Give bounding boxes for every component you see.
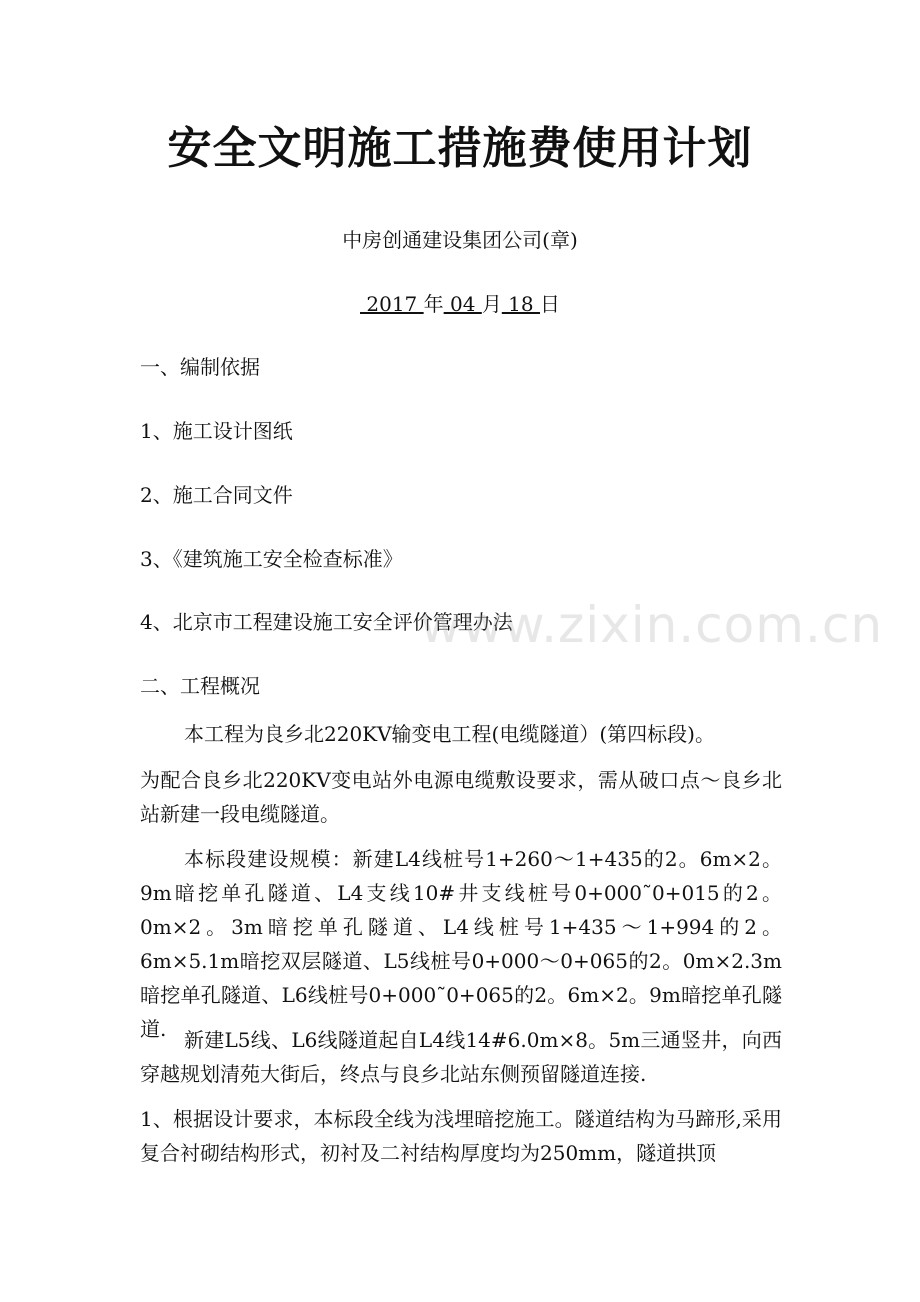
basis-item: 1、施工设计图纸 bbox=[140, 419, 293, 443]
section-heading-basis: 一、编制依据 bbox=[140, 355, 260, 379]
overview-paragraph-4: 新建L5线、L6线隧道起自L4线14#6.0m×8。5m三通竖井，向西穿越规划清苑大街后，终点与良乡北站东侧预留隧道连接. bbox=[140, 1028, 782, 1086]
overview-paragraph-3: 本标段建设规模：新建L4线桩号1+260～1+435的2。6m×2。9m暗挖单孔隧道、L4支线10#井支线桩号0+000˜0+015的2。0m×2。3m暗挖单孔隧道、L4线桩号1+435～1+994的2。6m×5.1m暗挖双层隧道、L5线桩号0+000～0+065的2。0m×2.3m暗挖单孔隧道、L6线桩号0+000˜0+065的2。6m×2。9m暗挖单孔隧道. bbox=[140, 847, 782, 1041]
date-day-unit: 日 bbox=[539, 292, 560, 316]
date-month: 04 bbox=[443, 292, 482, 316]
document-date bbox=[0, 288, 920, 317]
date-day: 18 bbox=[501, 292, 540, 316]
company-name: 中房创通建设集团公司(章) bbox=[342, 228, 578, 252]
date-month-unit: 月 bbox=[481, 292, 502, 316]
overview-paragraph-2: 为配合良乡北220KV变电站外电源电缆敷设要求，需从破口点～良乡北站新建一段电缆隧道。 bbox=[140, 768, 782, 826]
overview-paragraph-5: 1、根据设计要求，本标段全线为浅埋暗挖施工。隧道结构为马蹄形,采用复合衬砌结构形式，初衬及二衬结构厚度均为250mm，隧道拱顶 bbox=[140, 1107, 782, 1165]
date-year-unit: 年 bbox=[423, 292, 444, 316]
basis-item: 4、北京市工程建设施工安全评价管理办法 bbox=[140, 610, 513, 634]
date-year: 2017 bbox=[360, 292, 424, 316]
overview-paragraph-1: 本工程为良乡北220KV输变电工程(电缆隧道）(第四标段)。 bbox=[184, 722, 715, 746]
document-title: 安全文明施工措施费使用计划 bbox=[167, 123, 753, 174]
section-heading-overview: 二、工程概况 bbox=[140, 674, 260, 698]
basis-item: 3、《建筑施工安全检查标准》 bbox=[140, 547, 403, 571]
site-watermark: www.zixin.com.cn bbox=[420, 596, 884, 654]
basis-item: 2、施工合同文件 bbox=[140, 483, 293, 507]
